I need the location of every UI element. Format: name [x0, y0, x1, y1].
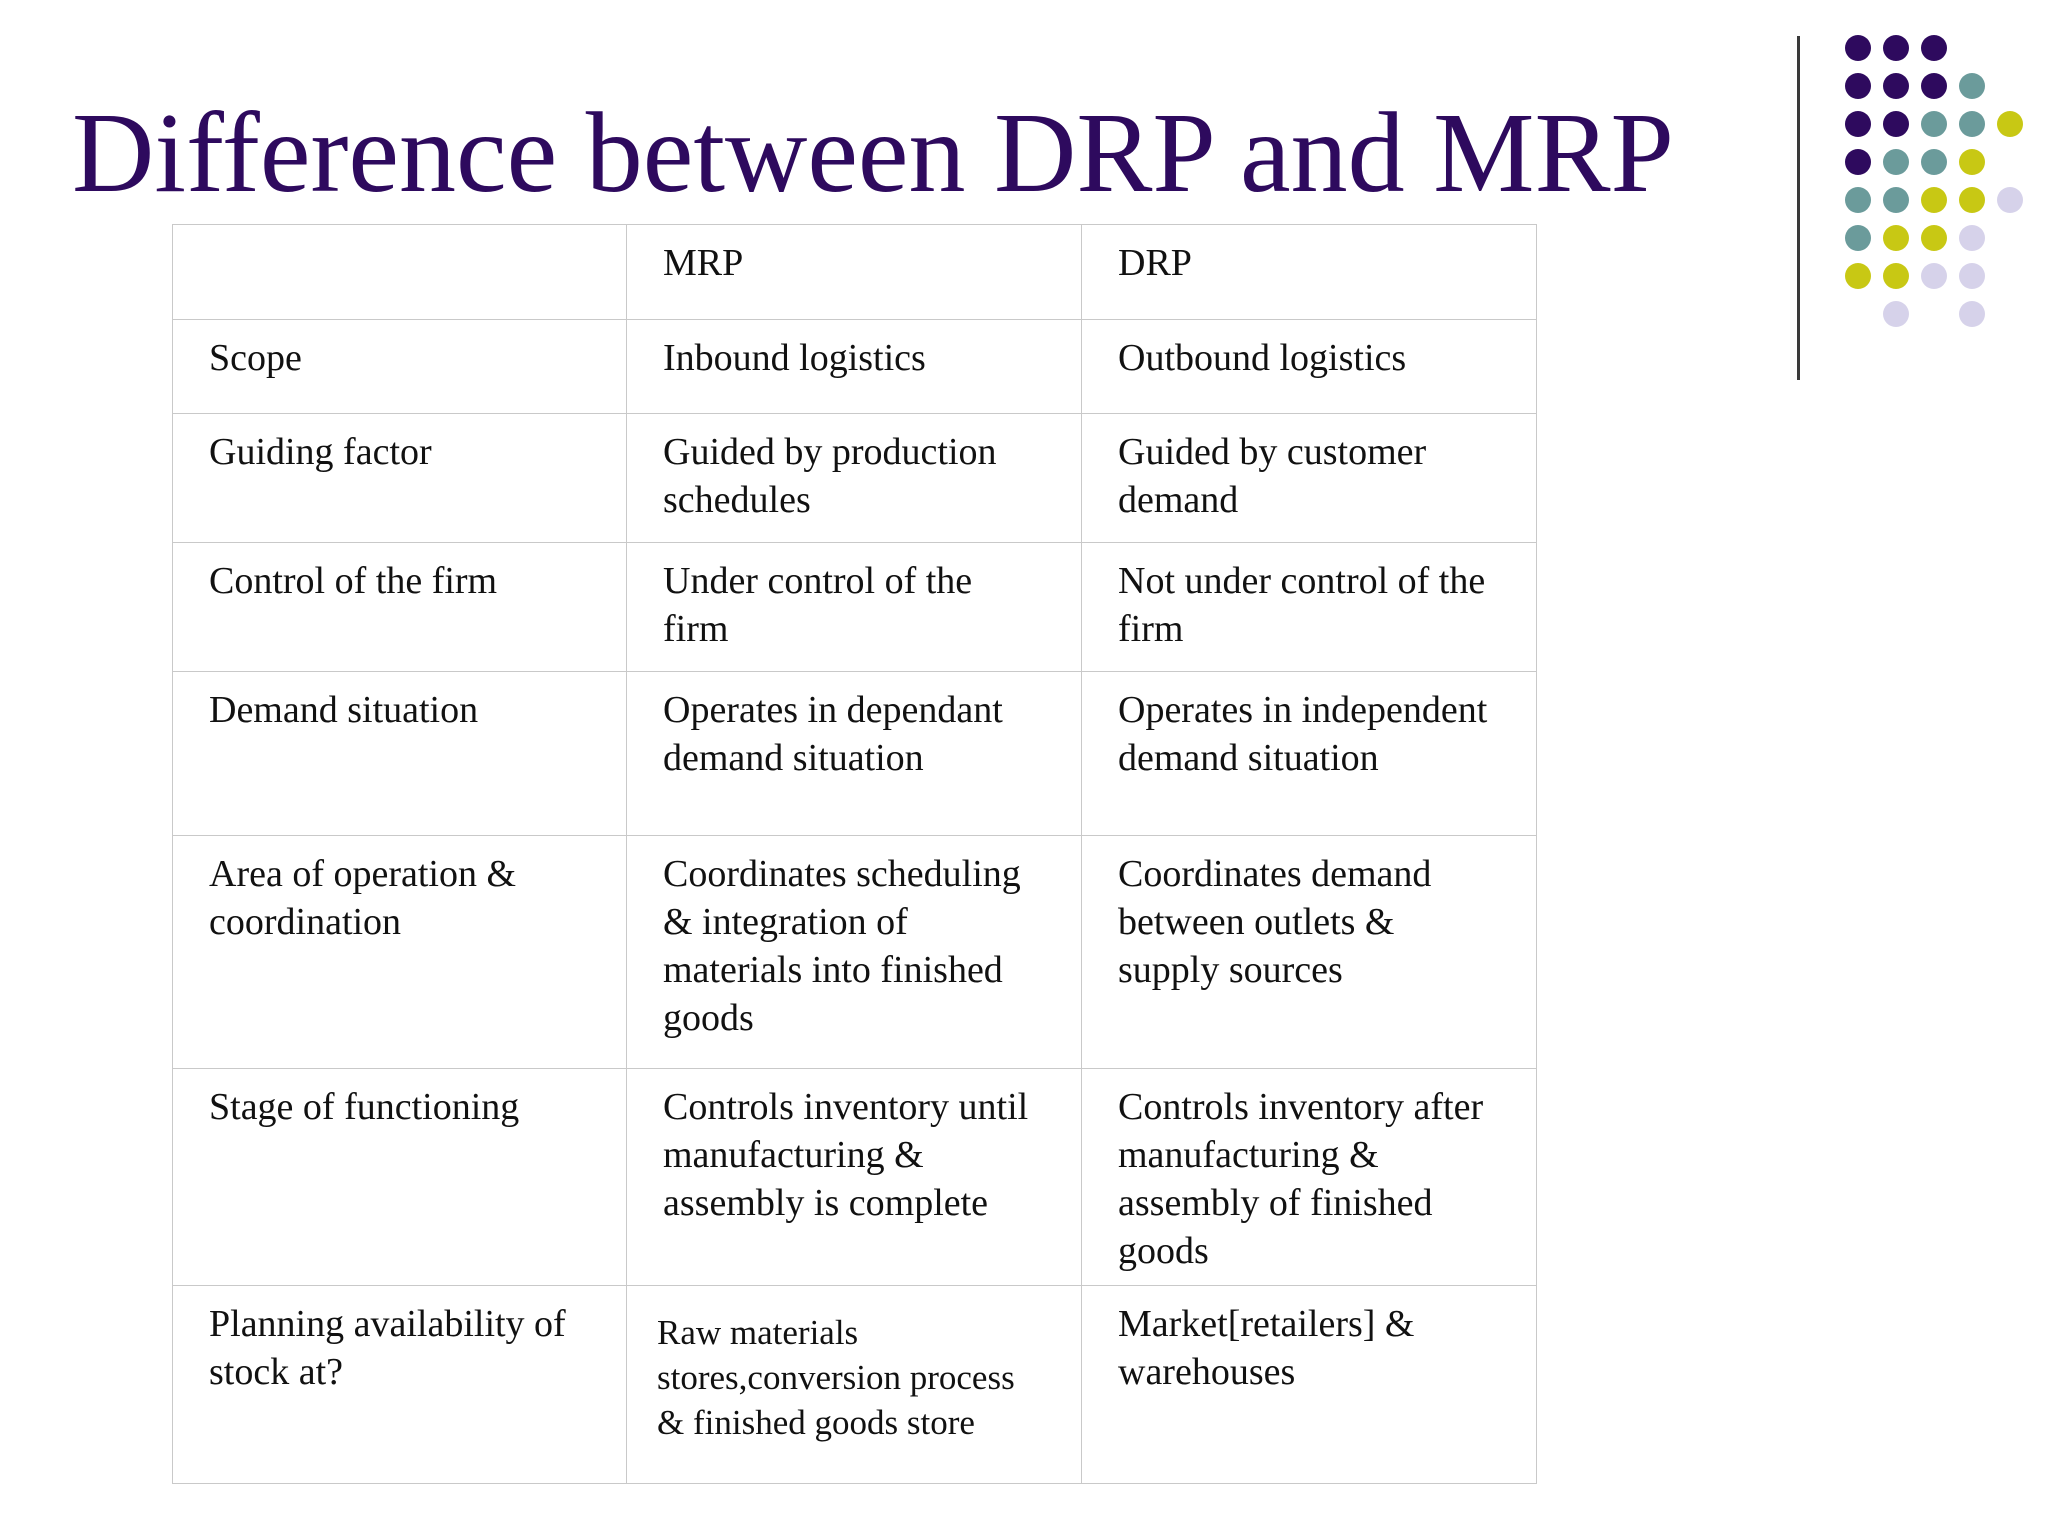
row-label-cell: Stage of functioning [173, 1069, 627, 1286]
lavender-dot [1883, 301, 1909, 327]
mrp-cell: Guided by production schedules [627, 414, 1082, 543]
teal-dot [1959, 111, 1985, 137]
row-label-cell: Area of operation & coordination [173, 836, 627, 1069]
yellow-dot [1921, 187, 1947, 213]
purple-dot [1921, 73, 1947, 99]
header-cell-mrp: MRP [627, 225, 1082, 320]
mrp-cell: Raw materials stores,conversion process & finished goods store [627, 1286, 1082, 1484]
table-row [173, 1286, 1537, 1484]
row-label-cell: Scope [173, 320, 627, 414]
teal-dot [1845, 187, 1871, 213]
table-row [173, 543, 1537, 672]
purple-dot [1883, 35, 1909, 61]
header-cell-empty [173, 225, 627, 320]
teal-dot [1921, 149, 1947, 175]
mrp-cell: Inbound logistics [627, 320, 1082, 414]
mrp-cell: Controls inventory until manufacturing & assembly is complete [627, 1069, 1082, 1286]
yellow-dot [1959, 149, 1985, 175]
lavender-dot [1921, 263, 1947, 289]
yellow-dot [1959, 187, 1985, 213]
yellow-dot [1883, 225, 1909, 251]
drp-cell: Not under control of the firm [1082, 543, 1537, 672]
purple-dot [1845, 35, 1871, 61]
drp-cell: Guided by customer demand [1082, 414, 1537, 543]
drp-cell: Operates in independent demand situation [1082, 672, 1537, 836]
yellow-dot [1997, 111, 2023, 137]
lavender-dot [1959, 301, 1985, 327]
purple-dot [1845, 111, 1871, 137]
purple-dot [1883, 111, 1909, 137]
purple-dot [1921, 35, 1947, 61]
row-label-cell: Guiding factor [173, 414, 627, 543]
row-label-cell: Control of the firm [173, 543, 627, 672]
table-row [173, 320, 1537, 414]
table-row [173, 836, 1537, 1069]
purple-dot [1883, 73, 1909, 99]
teal-dot [1845, 225, 1871, 251]
mrp-cell: Under control of the firm [627, 543, 1082, 672]
teal-dot [1883, 149, 1909, 175]
drp-cell: Controls inventory after manufacturing & assembly of finished goods [1082, 1069, 1537, 1286]
yellow-dot [1883, 263, 1909, 289]
purple-dot [1845, 73, 1871, 99]
title-divider-line [1797, 36, 1800, 380]
drp-cell: Coordinates demand between outlets & supply sources [1082, 836, 1537, 1069]
lavender-dot [1959, 225, 1985, 251]
lavender-dot [1959, 263, 1985, 289]
yellow-dot [1921, 225, 1947, 251]
comparison-table [172, 224, 1537, 1484]
table-header-row [173, 225, 1537, 320]
table-row [173, 672, 1537, 836]
row-label-cell: Planning availability of stock at? [173, 1286, 627, 1484]
teal-dot [1883, 187, 1909, 213]
teal-dot [1921, 111, 1947, 137]
table-row [173, 1069, 1537, 1286]
header-cell-drp: DRP [1082, 225, 1537, 320]
mrp-cell: Operates in dependant demand situation [627, 672, 1082, 836]
teal-dot [1959, 73, 1985, 99]
row-label-cell: Demand situation [173, 672, 627, 836]
drp-cell: Market[retailers] & warehouses [1082, 1286, 1537, 1484]
slide-title: Difference between DRP and MRP [72, 89, 1674, 216]
drp-cell: Outbound logistics [1082, 320, 1537, 414]
purple-dot [1845, 149, 1871, 175]
lavender-dot [1997, 187, 2023, 213]
yellow-dot [1845, 263, 1871, 289]
table-row [173, 414, 1537, 543]
mrp-cell: Coordinates scheduling & integration of materials into finished goods [627, 836, 1082, 1069]
